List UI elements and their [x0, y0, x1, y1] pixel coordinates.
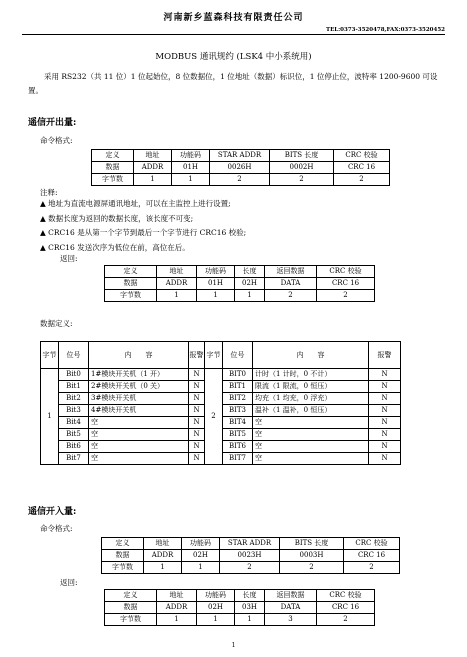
table-cell: 1	[157, 290, 197, 302]
table-row	[102, 550, 400, 562]
table-cell: 数据	[92, 162, 134, 174]
header-byte: 字节	[41, 342, 59, 369]
bit-number: Bit7	[59, 453, 89, 465]
note-item: ▲ CRC16 发送次序为低位在前，高位在后。	[40, 242, 190, 252]
section-title-telesignal-input: 遥信开入量:	[28, 507, 77, 517]
table-cell: CRC 校验	[317, 266, 375, 278]
alarm-flag: N	[189, 441, 205, 453]
table-cell: 1	[182, 562, 220, 574]
document-title: MODBUS 通讯规约 (LSK4 中小系统用)	[155, 52, 312, 62]
table-cell: 1	[197, 290, 235, 302]
table-cell: CRC 16	[317, 278, 375, 290]
bit-number: Bit6	[59, 441, 89, 453]
bit-number: BIT3	[223, 405, 253, 417]
table-cell: 字节数	[102, 562, 144, 574]
table-cell: 2	[220, 562, 280, 574]
table-row	[105, 266, 375, 278]
table-cell: CRC 16	[334, 162, 390, 174]
table-cell: 地址	[157, 266, 197, 278]
table-cell: 地址	[134, 150, 172, 162]
header-content: 内 容	[253, 342, 369, 369]
header-divider	[22, 34, 445, 35]
table-cell: CRC 校验	[317, 590, 375, 602]
table-cell: 1	[157, 614, 197, 626]
table-cell: 02H	[197, 602, 235, 614]
table-cell: 02H	[182, 550, 220, 562]
table-cell: 2	[334, 174, 390, 186]
table-cell: 字节数	[92, 174, 134, 186]
table-cell: 0002H	[270, 162, 334, 174]
table-cell: 功能码	[172, 150, 210, 162]
return-table-1	[104, 265, 375, 302]
table-row	[105, 590, 375, 602]
bit-number: Bit1	[59, 381, 89, 393]
intro-paragraph: 采用 RS232（共 11 位）1 位起始位，8 位数据位，1 位地址（数据）标识位，1 位停止位，波特率 1200-9600 可设置。	[28, 72, 438, 95]
bit-content: 温补（1 温补，0 恒压）	[253, 405, 369, 417]
byte-number: 2	[205, 369, 223, 465]
table-cell: 数据	[102, 550, 144, 562]
table-cell: 字节数	[105, 290, 157, 302]
return-label: 返回:	[60, 578, 78, 587]
table-cell: 字节数	[105, 614, 157, 626]
alarm-flag: N	[189, 393, 205, 405]
bit-content: 2#模块开关机（0 关）	[89, 381, 189, 393]
table-cell: BITS 长度	[280, 538, 344, 550]
table-cell: DATA	[265, 278, 317, 290]
alarm-flag: N	[369, 417, 401, 429]
table-cell: BITS 长度	[270, 150, 334, 162]
return-table-2	[104, 589, 375, 626]
table-row	[102, 538, 400, 550]
table-row	[105, 602, 375, 614]
table-cell: 3	[265, 614, 317, 626]
table-cell: 1	[134, 174, 172, 186]
bit-content: 空	[89, 453, 189, 465]
alarm-flag: N	[369, 429, 401, 441]
table-cell: 数据	[105, 602, 157, 614]
notes-label: 注释:	[40, 188, 58, 197]
table-row	[41, 369, 401, 381]
bit-content: 空	[89, 417, 189, 429]
return-label: 返回:	[60, 254, 78, 263]
table-cell: 2	[210, 174, 270, 186]
section-title-telesignal-output: 遥信开出量:	[28, 118, 77, 128]
table-row	[105, 290, 375, 302]
table-cell: 定义	[102, 538, 144, 550]
table-cell: 2	[265, 290, 317, 302]
table-cell: CRC 校验	[334, 150, 390, 162]
data-definition-table	[40, 341, 401, 465]
bit-content: 3#模块开关机	[89, 393, 189, 405]
table-cell: 返回数据	[265, 590, 317, 602]
bit-content: 空	[253, 417, 369, 429]
header-bit: 位号	[223, 342, 253, 369]
alarm-flag: N	[189, 405, 205, 417]
bit-number: BIT0	[223, 369, 253, 381]
header-content: 内 容	[89, 342, 189, 369]
table-row	[105, 278, 375, 290]
table-cell: 长度	[235, 266, 265, 278]
bit-number: BIT2	[223, 393, 253, 405]
company-name: 河南新乡蓝森科技有限责任公司	[163, 13, 304, 23]
bit-number: Bit5	[59, 429, 89, 441]
alarm-flag: N	[369, 369, 401, 381]
contact-info: TEL:0373-3520478,FAX:0373-3520452	[325, 27, 445, 33]
table-cell: 2	[317, 290, 375, 302]
table-cell: 1	[172, 174, 210, 186]
bit-number: Bit4	[59, 417, 89, 429]
bit-content: 计时（1 计时，0 不计）	[253, 369, 369, 381]
note-item: ▲ CRC16 是从第一个字节到最后一个字节进行 CRC16 校验;	[40, 228, 247, 237]
header-byte: 字节	[205, 342, 223, 369]
table-cell: 功能码	[197, 266, 235, 278]
command-format-label: 命令格式:	[40, 136, 73, 145]
table-cell: CRC 校验	[344, 538, 400, 550]
header-bit: 位号	[59, 342, 89, 369]
alarm-flag: N	[189, 429, 205, 441]
bit-content: 空	[89, 429, 189, 441]
bit-number: BIT7	[223, 453, 253, 465]
table-cell: 01H	[172, 162, 210, 174]
alarm-flag: N	[369, 405, 401, 417]
bit-number: Bit3	[59, 405, 89, 417]
table-cell: 功能码	[182, 538, 220, 550]
table-cell: 1	[235, 614, 265, 626]
table-cell: ADDR	[157, 278, 197, 290]
bit-content: 空	[253, 441, 369, 453]
bit-content: 均充（1 均充，0 浮充）	[253, 393, 369, 405]
table-row	[92, 174, 390, 186]
bit-content: 空	[89, 441, 189, 453]
table-row	[92, 162, 390, 174]
note-item: ▲ 地址为直流电源屏通讯地址，可以在主监控上进行设置;	[40, 199, 231, 208]
table-cell: 定义	[92, 150, 134, 162]
table-cell: 数据	[105, 278, 157, 290]
bit-content: 空	[253, 429, 369, 441]
table-cell: 1	[144, 562, 182, 574]
bit-number: BIT5	[223, 429, 253, 441]
table-cell: 2	[317, 614, 375, 626]
table-cell: STAR ADDR	[220, 538, 280, 550]
table-cell: ADDR	[157, 602, 197, 614]
table-cell: 返回数据	[265, 266, 317, 278]
bit-content: 1#模块开关机（1 开）	[89, 369, 189, 381]
table-cell: 地址	[157, 590, 197, 602]
table-cell: 定义	[105, 266, 157, 278]
bit-number: BIT4	[223, 417, 253, 429]
alarm-flag: N	[189, 381, 205, 393]
table-row	[92, 150, 390, 162]
alarm-flag: N	[189, 453, 205, 465]
bit-content: 4#模块开关机	[89, 405, 189, 417]
table-cell: 0023H	[220, 550, 280, 562]
table-row	[105, 614, 375, 626]
alarm-flag: N	[189, 417, 205, 429]
header-alarm: 报警	[369, 342, 401, 369]
note-item: ▲ 数据长度为返回的数据长度，该长度不可变;	[40, 213, 194, 223]
table-cell: 地址	[144, 538, 182, 550]
table-cell: 长度	[235, 590, 265, 602]
table-cell: 03H	[235, 602, 265, 614]
table-cell: 1	[197, 614, 235, 626]
command-table-2	[101, 537, 400, 574]
table-cell: DATA	[265, 602, 317, 614]
page-number: 1	[231, 642, 236, 649]
table-cell: 1	[235, 290, 265, 302]
alarm-flag: N	[369, 453, 401, 465]
bit-number: BIT1	[223, 381, 253, 393]
alarm-flag: N	[369, 441, 401, 453]
table-cell: ADDR	[134, 162, 172, 174]
command-table-1	[91, 149, 390, 186]
byte-number: 1	[41, 369, 59, 465]
table-cell: 2	[280, 562, 344, 574]
header-alarm: 报警	[189, 342, 205, 369]
table-cell: ADDR	[144, 550, 182, 562]
table-cell: 0026H	[210, 162, 270, 174]
table-cell: CRC 16	[344, 550, 400, 562]
table-cell: STAR ADDR	[210, 150, 270, 162]
table-cell: 0003H	[280, 550, 344, 562]
command-format-label: 命令格式:	[40, 524, 73, 533]
table-cell: 01H	[197, 278, 235, 290]
bit-number: Bit2	[59, 393, 89, 405]
table-cell: 2	[270, 174, 334, 186]
data-definition-label: 数据定义:	[40, 319, 73, 328]
table-cell: 定义	[105, 590, 157, 602]
table-cell: 02H	[235, 278, 265, 290]
bit-content: 限流（1 限流，0 恒压）	[253, 381, 369, 393]
notes-list	[40, 197, 246, 255]
bit-number: Bit0	[59, 369, 89, 381]
table-cell: 功能码	[197, 590, 235, 602]
table-cell: CRC 16	[317, 602, 375, 614]
table-cell: 2	[344, 562, 400, 574]
bit-number: BIT6	[223, 441, 253, 453]
alarm-flag: N	[189, 369, 205, 381]
alarm-flag: N	[369, 393, 401, 405]
alarm-flag: N	[369, 381, 401, 393]
bit-content: 空	[253, 453, 369, 465]
table-row	[102, 562, 400, 574]
